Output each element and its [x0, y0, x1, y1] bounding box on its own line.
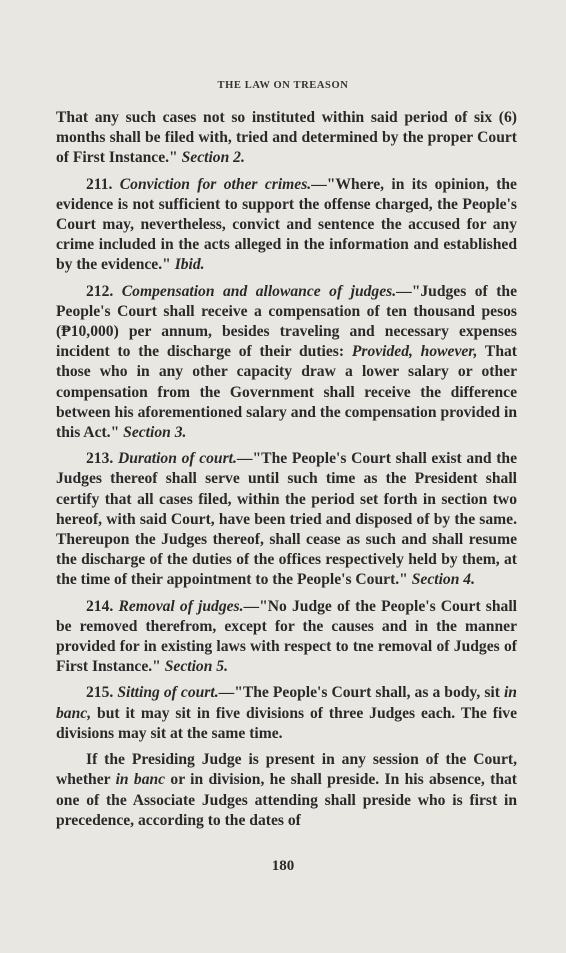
section-number: 215.	[86, 684, 114, 702]
paragraph-text: —"No Judge of the People's Court shall be removed therefrom, except for the causes and in the manner provided for in existing laws with respect to tne removal of Judges of First Instance."	[56, 597, 517, 676]
latin-phrase: in banc,	[56, 684, 517, 722]
section-number: 214.	[86, 597, 114, 615]
paragraph-text: That any such cases not so instituted within said period of six (6) months shall be filed with, tried and determined by the proper Court of First Instance."	[56, 109, 517, 167]
proviso: Provided, however,	[351, 343, 478, 361]
paragraph-text: —"Judges of the People's Court shall receive a compensation of ten thousand pesos (₱10,000) per annum, besides traveling and necessary expenses incident to the discharge of their duties:	[56, 282, 517, 361]
paragraph-text: but it may sit in five divisions of three Judges each. The five divisions may sit at the same time.	[56, 704, 517, 742]
section-heading: Conviction for other crimes.	[119, 175, 312, 193]
running-head: THE LAW ON TREASON	[217, 80, 349, 91]
section-heading: Sitting of court.	[117, 684, 219, 702]
paragraph-text: or in division, he shall preside. In his absence, that one of the Associate Judges attending shall preside who is first in precedence, according to the dates of	[56, 771, 517, 829]
section-heading: Removal of judges.	[118, 597, 244, 615]
paragraph-215-continued	[56, 750, 517, 831]
paragraph-continuation	[56, 108, 517, 169]
paragraph-212	[56, 282, 517, 444]
section-number: 212.	[86, 282, 114, 300]
paragraph-text: If the Presiding Judge is present in any session of the Court, whether	[56, 751, 517, 789]
page-body	[56, 108, 517, 837]
paragraph-215	[56, 683, 517, 744]
paragraph-text: That those who in any other capacity draw a lower salary or other compensation from the Government shall receive the difference between his aforementioned salary and the compensation provided in this Act."	[56, 343, 517, 442]
page-number: 180	[271, 858, 295, 874]
citation: Section 4.	[411, 571, 475, 589]
paragraph-text: —"The People's Court shall, as a body, sit	[218, 684, 500, 702]
citation: Section 3.	[123, 424, 187, 442]
section-heading: Duration of court.	[117, 450, 237, 468]
citation: Section 2.	[181, 149, 245, 167]
section-number: 211.	[86, 175, 113, 193]
citation: Section 5.	[164, 658, 228, 676]
paragraph-text: —"The People's Court shall exist and the Judges thereof shall serve until such time as the President shall certify that all cases filed, within the period set forth in section two hereof, with said Court, have been tried and disposed of by the same. Thereupon the Judges thereof, shall cease as such and shall resume the discharge of the duties of the offices respectively held by them, at the time of their appointment to the People's Court."	[56, 450, 517, 589]
latin-phrase: in banc	[115, 771, 166, 789]
paragraph-211	[56, 175, 517, 276]
paragraph-text: —"Where, in its opinion, the evidence is not sufficient to support the offense charged, the People's Court may, nevertheless, convict and sentence the accused for any crime included in the acts alleged in the information and established by the evidence."	[56, 175, 517, 274]
paragraph-213	[56, 449, 517, 590]
citation: Ibid.	[174, 256, 205, 274]
section-number: 213.	[86, 450, 114, 468]
section-heading: Compensation and allowance of judges.	[121, 282, 397, 300]
paragraph-214	[56, 597, 517, 678]
